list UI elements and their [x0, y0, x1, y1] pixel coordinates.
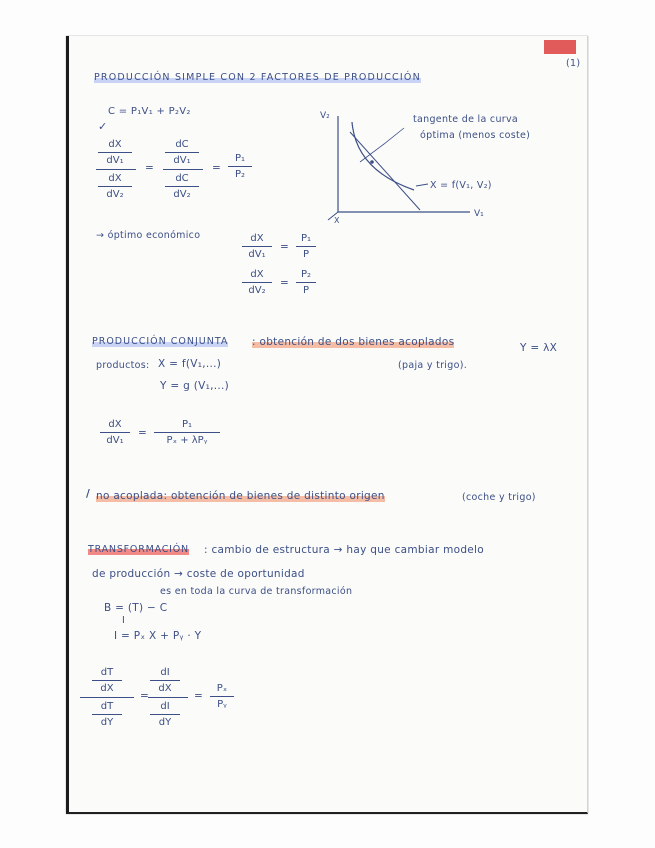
red-page-tab — [544, 40, 576, 54]
fraction-dt-dx — [92, 666, 122, 695]
fraction-denominator: dV₁ — [248, 249, 266, 260]
fraction-numerator: dX — [108, 419, 122, 430]
fraction-numerator: dC — [175, 173, 189, 184]
no-acoplada-text: no acoplada: obtención de bienes de distinto origen — [96, 490, 385, 502]
main-fraction-bar — [96, 169, 136, 170]
transformacion-description: : cambio de estructura → hay que cambiar modelo — [204, 544, 484, 556]
fraction-numerator: dX — [250, 233, 264, 244]
lambda-equation: Y = λX — [520, 342, 558, 354]
fraction-conjunta-right — [154, 418, 220, 447]
origin-label: X — [334, 216, 340, 225]
optimo-economico-label: → óptimo económico — [96, 230, 201, 241]
no-acoplada-marker: / — [86, 488, 91, 500]
fraction-dc-dv1 — [165, 138, 199, 167]
fraction-denominator: P — [302, 285, 310, 296]
fraction-numerator: dT — [100, 701, 114, 712]
fraction-numerator: dX — [108, 173, 122, 184]
fraction-dt-dy — [92, 700, 122, 729]
fraction-numerator: dI — [160, 701, 170, 712]
conjunta-description: : obtención de dos bienes acoplados — [252, 336, 455, 348]
fraction-denominator: dV₂ — [173, 189, 191, 200]
fraction-dx-dv1 — [98, 138, 132, 167]
fraction-conjunta-left — [100, 418, 130, 447]
fraction-dx-dv2 — [98, 172, 132, 201]
fraction-denominator: dY — [100, 717, 114, 728]
cost-equation: C = P₁V₁ + P₂V₂ — [108, 106, 191, 117]
fraction-denominator: P — [302, 249, 310, 260]
productos-label: productos: — [96, 360, 150, 371]
check-mark: ✓ — [98, 120, 108, 133]
isoquant-curve — [352, 122, 414, 190]
fraction-denominator: dV₂ — [106, 189, 124, 200]
transformacion-description-2: de producción → coste de oportunidad — [92, 568, 305, 580]
fraction-dc-dv2 — [165, 172, 199, 201]
fraction-opt2-right — [296, 268, 316, 297]
fraction-denominator: dX — [100, 683, 114, 694]
fraction-opt2-left — [242, 268, 272, 297]
no-acoplada-example: (coche y trigo) — [462, 492, 536, 503]
benefit-equation: B = (T) − C — [104, 602, 168, 614]
fraction-p1-p2 — [228, 152, 252, 181]
fraction-denominator: Pₓ + λPᵧ — [166, 435, 208, 446]
x-production-function: X = f(V₁,...) — [158, 358, 222, 370]
fraction-numerator: P₁ — [181, 419, 193, 430]
section-title-produccion-conjunta: PRODUCCIÓN CONJUNTA — [92, 336, 229, 347]
curve-label: X = f(V₁, V₂) — [430, 180, 492, 191]
fraction-denominator: Pᵧ — [217, 699, 227, 710]
fraction-opt1-right — [296, 232, 316, 261]
fraction-numerator: P₁ — [300, 233, 312, 244]
graph-note-line2: óptima (menos coste) — [420, 130, 531, 141]
fraction-numerator: dC — [175, 139, 189, 150]
main-fraction-bar — [163, 169, 203, 170]
graph-note-line1: tangente de la curva — [413, 114, 519, 125]
fraction-denominator: dX — [158, 683, 172, 694]
section-title-produccion-simple: PRODUCCIÓN SIMPLE CON 2 FACTORES DE PRODUCCIÓN — [94, 72, 421, 83]
fraction-denominator: dV₁ — [173, 155, 191, 166]
fraction-numerator: dI — [160, 667, 170, 678]
fraction-di-dx — [150, 666, 180, 695]
transformacion-note: es en toda la curva de transformación — [160, 586, 353, 597]
fraction-denominator: P₂ — [234, 169, 246, 180]
conjunta-example: (paja y trigo). — [398, 360, 468, 371]
fraction-numerator: Pₓ — [216, 683, 228, 694]
main-fraction-bar — [80, 697, 134, 698]
fraction-di-dy — [150, 700, 180, 729]
fraction-numerator: dT — [100, 667, 114, 678]
tangency-point — [370, 160, 374, 164]
fraction-numerator: dX — [250, 269, 264, 280]
fraction-numerator: dX — [108, 139, 122, 150]
fraction-px-py — [210, 682, 234, 711]
fraction-denominator: dV₁ — [106, 435, 124, 446]
income-equation: I = Pₓ X + Pᵧ · Y — [114, 630, 202, 642]
fraction-denominator: dV₂ — [248, 285, 266, 296]
x-axis-label: V₁ — [474, 209, 484, 219]
section-title-transformacion: TRANSFORMACIÓN — [88, 544, 189, 555]
fraction-denominator: dV₁ — [106, 155, 124, 166]
fraction-opt1-left — [242, 232, 272, 261]
main-fraction-bar — [148, 697, 188, 698]
fraction-denominator: dY — [158, 717, 172, 728]
benefit-sub: I — [122, 615, 126, 626]
fraction-numerator: P₂ — [300, 269, 312, 280]
y-production-function: Y = g (V₁,...) — [160, 380, 230, 392]
y-axis-label: V₂ — [320, 111, 330, 121]
page-number: (1) — [566, 58, 581, 69]
fraction-numerator: P₁ — [234, 153, 246, 164]
